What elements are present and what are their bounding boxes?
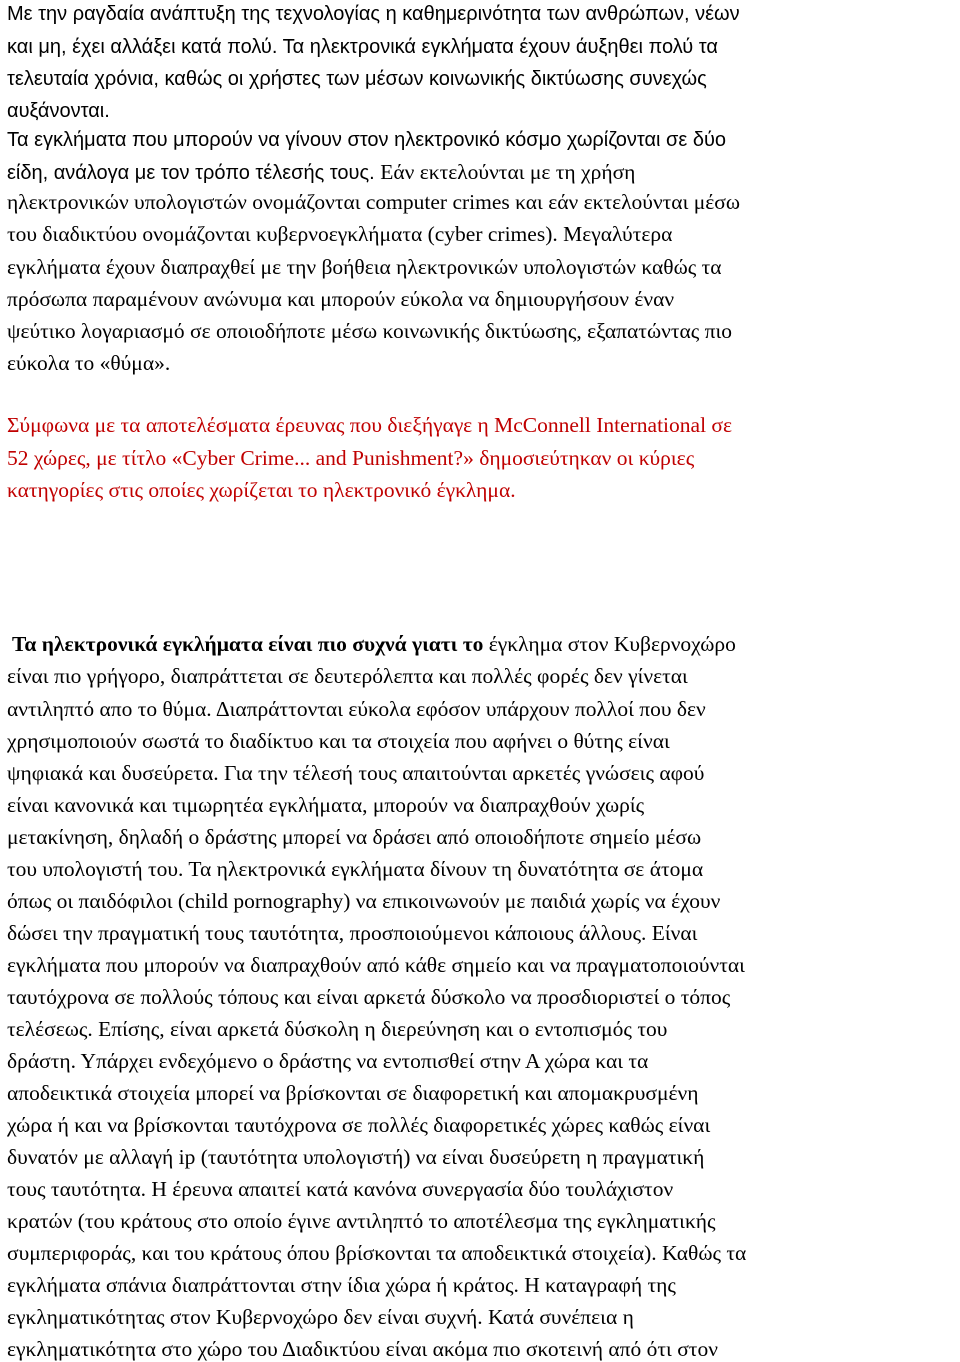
intro-serif-part: Εάν εκτελούνται με τη χρήση (380, 160, 636, 184)
main-line: τελέσεως. Επίσης, είναι αρκετά δύσκολη η διερεύνηση και ο εντοπισμός του (7, 1017, 668, 1041)
main-line: εγκληματικότητα στο χώρο του Διαδικτύου είναι ακόμα πιο σκοτεινή από ότι στον (7, 1337, 718, 1361)
main-first-line (12, 631, 736, 657)
intro-serif-line: εγκλήματα έχουν διαπραχθεί με την βοήθεια ηλεκτρονικών υπολογιστών καθώς τα (7, 255, 722, 279)
main-line: είναι πιο γρήγορο, διαπράττεται σε δευτερόλεπτα και πολλές φορές δεν γίνεται (7, 664, 688, 688)
research-line: 52 χώρες, με τίτλο «Cyber Crime... and Punishment?» δημοσιεύτηκαν οι κύριες (7, 446, 695, 470)
intro-line-mixed (7, 159, 635, 186)
intro-line: Τα εγκλήματα που μπορούν να γίνουν στον ηλεκτρονικό κόσμο χωρίζονται σε δύο (7, 129, 727, 151)
main-line: είναι κανονικά και τιμωρητέα εγκλήματα, μπορούν να διαπραχθούν χωρίς (7, 793, 645, 817)
main-line: αποδεικτικά στοιχεία μπορεί να βρίσκονται σε διαφορετική και απομακρυσμένη (7, 1081, 699, 1105)
research-line: Σύμφωνα με τα αποτελέσματα έρευνας που διεξήγαγε η McConnell International σε (7, 413, 733, 437)
main-line: συμπεριφοράς, και του κράτους όπου βρίσκονται τα αποδεικτικά στοιχεία). Καθώς τα (7, 1241, 747, 1265)
intro-serif-line: ψεύτικο λογαριασμό σε οποιοδήποτε μέσω κοινωνικής δικτύωσης, εξαπατώντας πιο (7, 319, 732, 343)
intro-serif-line: εύκολα το «θύμα». (7, 351, 171, 375)
main-line: χρησιμοποιούν σωστά το διαδίκτυο και τα στοιχεία που αφήνει ο θύτης είναι (7, 729, 670, 753)
intro-line: και μη, έχει αλλάξει κατά πολύ. Τα ηλεκτρονικά εγκλήματα έχουν άυξηθει πολύ τα (7, 36, 718, 58)
main-line: εγκλήματα που μπορούν να διαπραχθούν από κάθε σημείο και να πραγματοποιούνται (7, 953, 745, 977)
main-line: τους ταυτότητα. Η έρευνα απαιτεί κατά κανόνα συνεργασία δύο τουλάχιστον (7, 1177, 674, 1201)
main-first-rest: έγκλημα στον Κυβερνοχώρο (483, 632, 736, 656)
intro-line: Με την ραγδαία ανάπτυξη της τεχνολογίας η καθημερινότητα των ανθρώπων, νέων (7, 3, 740, 25)
intro-serif-line: πρόσωπα παραμένουν ανώνυμα και μπορούν εύκολα να δημιουργήσουν έναν (7, 287, 675, 311)
main-line: εγκλήματα σπάνια διαπράττονται στην ίδια χώρα ή κράτος. Η καταγραφή της (7, 1273, 676, 1297)
intro-line: τελευταία χρόνια, καθώς οι χρήστες των μέσων κοινωνικής δικτύωσης συνεχώς (7, 68, 707, 90)
main-line: ψηφιακά και δυσεύρετα. Για την τέλεσή τους απαιτούνται αρκετές γνώσεις αφού (7, 761, 705, 785)
intro-serif-line: ηλεκτρονικών υπολογιστών ονομάζονται computer crimes και εάν εκτελούνται μέσω (7, 190, 741, 214)
main-line: δυνατόν με αλλαγή ip (ταυτότητα υπολογιστή) να είναι δυσεύρετη η πραγματική (7, 1145, 705, 1169)
main-line: εγκληματικότητας στον Κυβερνοχώρο δεν είναι συχνή. Κατά συνέπεια η (7, 1305, 634, 1329)
main-bold-lead: Τα ηλεκτρονικά εγκλήματα είναι πιο συχνά γιατι το (12, 632, 484, 656)
main-line: δράστη. Υπάρχει ενδεχόμενο ο δράστης να εντοπισθεί στην Α χώρα και τα (7, 1049, 649, 1073)
main-line: αντιληπτό απο το θύμα. Διαπράττονται εύκολα εφόσον υπάρχουν πολλοί που δεν (7, 697, 706, 721)
intro-serif-line: του διαδικτύου ονομάζονται κυβερνοεγκλήματα (cyber crimes). Μεγαλύτερα (7, 222, 673, 246)
intro-line: αυξάνονται. (7, 100, 110, 122)
intro-sans-part: είδη, ανάλογα με τον τρόπο τέλεσής τους. (7, 162, 375, 184)
main-line: όπως οι παιδόφιλοι (child pornography) να επικοινωνούν με παιδιά χωρίς να έχουν (7, 889, 721, 913)
main-line: κρατών (του κράτους στο οποίο έγινε αντιληπτό το αποτέλεσμα της εγκληματικής (7, 1209, 716, 1233)
main-line: χώρα ή και να βρίσκονται ταυτόχρονα σε πολλές διαφορετικές χώρες καθώς είναι (7, 1113, 711, 1137)
research-line: κατηγορίες στις οποίες χωρίζεται το ηλεκτρονικό έγκλημα. (7, 478, 516, 502)
main-line: μετακίνηση, δηλαδή ο δράστης μπορεί να δράσει από οποιοδήποτε σημείο μέσω (7, 825, 702, 849)
main-line: του υπολογιστή του. Τα ηλεκτρονικά εγκλήματα δίνουν τη δυνατότητα σε άτομα (7, 857, 704, 881)
main-line: ταυτόχρονα σε πολλούς τόπους και είναι αρκετά δύσκολο να προσδιοριστεί ο τόπος (7, 985, 731, 1009)
main-line: δώσει την πραγματική τους ταυτότητα, προσποιούμενοι κάποιους άλλους. Είναι (7, 921, 698, 945)
